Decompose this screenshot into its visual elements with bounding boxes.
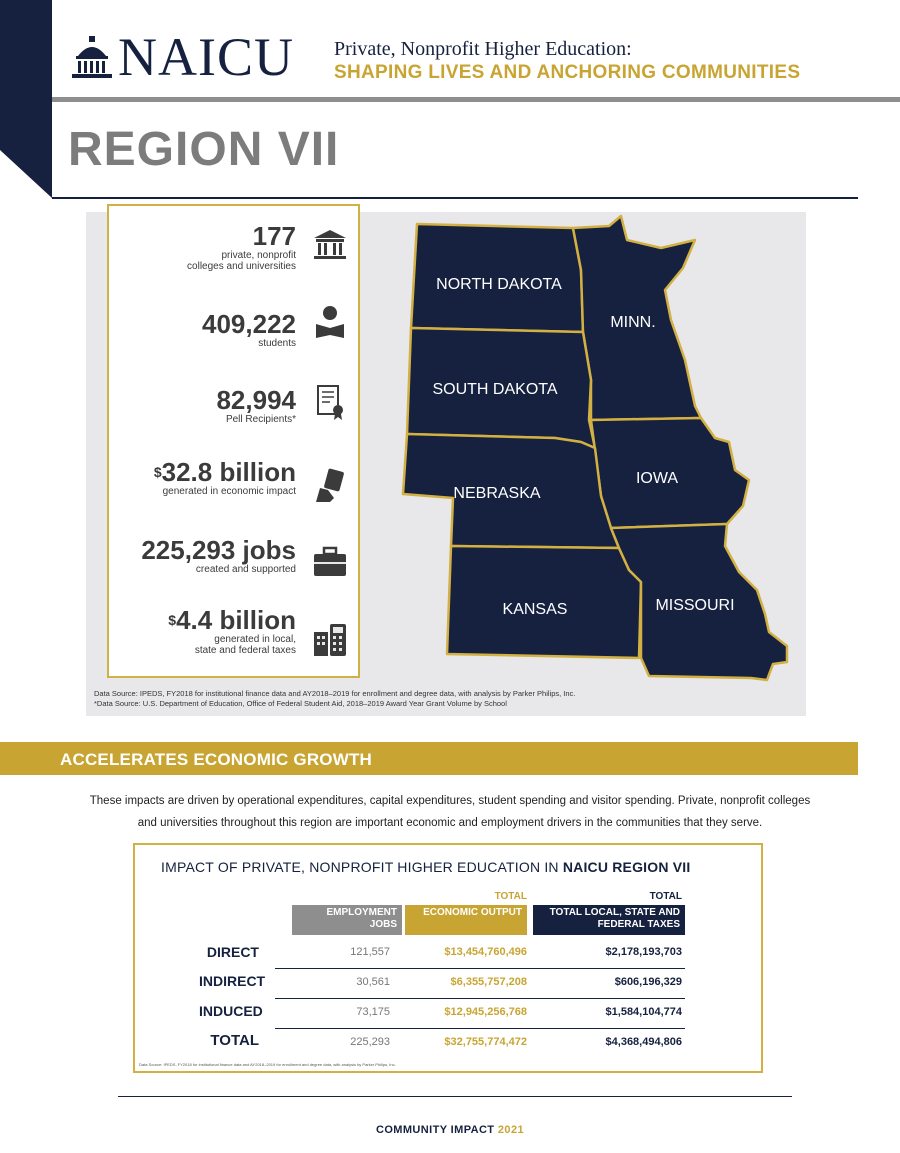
footer-divider bbox=[118, 1096, 792, 1097]
stat-jobs bbox=[96, 536, 296, 575]
stat-label: colleges and universities bbox=[187, 261, 296, 272]
section-title: ACCELERATES ECONOMIC GROWTH bbox=[60, 750, 373, 769]
stat-economic-impact bbox=[96, 458, 296, 497]
stat-value: 177 bbox=[252, 221, 296, 251]
title-divider bbox=[52, 197, 858, 199]
stat-taxes bbox=[96, 606, 296, 656]
row-divider bbox=[275, 968, 685, 969]
cell-jobs: 30,561 bbox=[356, 976, 390, 988]
stat-value: 82,994 bbox=[216, 385, 296, 415]
cell-output: $13,454,760,496 bbox=[444, 946, 527, 958]
page-title: REGION VII bbox=[68, 123, 340, 176]
impact-table bbox=[133, 843, 763, 1073]
cell-output: $32,755,774,472 bbox=[444, 1036, 527, 1048]
col-taxes-top: TOTAL bbox=[649, 891, 682, 902]
table-title-prefix: IMPACT OF PRIVATE, NONPROFIT HIGHER EDUCATION IN bbox=[161, 859, 563, 875]
stat-value bbox=[96, 458, 296, 486]
cell-jobs: 225,293 bbox=[350, 1036, 390, 1048]
header-divider bbox=[52, 97, 900, 102]
tagline-line2: SHAPING LIVES AND ANCHORING COMMUNITIES bbox=[334, 62, 801, 83]
stat-value-number: 4.4 billion bbox=[176, 605, 296, 635]
cell-output: $12,945,256,768 bbox=[444, 1006, 527, 1018]
stat-value: 409,222 bbox=[202, 309, 296, 339]
label-nebraska: NEBRASKA bbox=[453, 485, 541, 502]
dollar-sign: $ bbox=[168, 612, 177, 628]
money-hand-icon bbox=[312, 468, 348, 504]
cell-taxes: $2,178,193,703 bbox=[605, 946, 682, 958]
table-title bbox=[161, 859, 690, 875]
row-label: INDUCED bbox=[199, 1003, 263, 1019]
stat-label: created and supported bbox=[195, 564, 296, 575]
naicu-logo bbox=[70, 27, 294, 87]
section-banner bbox=[0, 742, 858, 775]
stat-label: generated in economic impact bbox=[162, 486, 296, 497]
header-corner-cut bbox=[0, 0, 60, 200]
stat-value-number: 32.8 billion bbox=[161, 457, 296, 487]
stat-value: 225,293 jobs bbox=[141, 535, 296, 565]
stat-pell bbox=[96, 386, 296, 425]
tax-calculator-icon bbox=[312, 622, 348, 658]
intro-paragraph: These impacts are driven by operational expenditures, capital expenditures, student spending and visitor spending. Private, nonprofit colleges and universities throughout this region are important economic and employment drivers in the communities that they serve. bbox=[89, 795, 811, 829]
col-output-top: TOTAL bbox=[494, 891, 527, 902]
cell-taxes: $606,196,329 bbox=[614, 976, 682, 988]
logo-wordmark: NAICU bbox=[118, 27, 294, 87]
col-header-taxes: TOTAL LOCAL, STATE AND FEDERAL TAXES bbox=[533, 905, 685, 935]
stat-label: Pell Recipients* bbox=[225, 414, 296, 425]
row-divider bbox=[275, 1028, 685, 1029]
region-map bbox=[395, 210, 795, 690]
capitol-dome-icon bbox=[70, 34, 114, 80]
label-kansas: KANSAS bbox=[502, 601, 568, 618]
row-label: INDIRECT bbox=[199, 973, 266, 989]
cell-taxes: $4,368,494,806 bbox=[605, 1036, 682, 1048]
footer-year: 2021 bbox=[497, 1124, 524, 1136]
col-header-jobs: EMPLOYMENT JOBS bbox=[292, 905, 402, 935]
table-title-region: NAICU REGION VII bbox=[562, 859, 691, 875]
university-building-icon bbox=[312, 226, 348, 262]
stat-label: generated in local, bbox=[214, 634, 296, 645]
cell-jobs: 73,175 bbox=[356, 1006, 390, 1018]
stats-box bbox=[107, 204, 360, 678]
data-source-note: Data Source: IPEDS, FY2018 for institutional finance data and AY2018–2019 for enrollment and degree data, with analysis by Parker Philips, Inc. bbox=[94, 689, 576, 698]
student-reading-icon bbox=[312, 304, 348, 340]
stat-label: private, nonprofit bbox=[221, 250, 296, 261]
label-missouri: MISSOURI bbox=[655, 597, 735, 614]
label-minnesota: MINN. bbox=[610, 314, 656, 331]
footer-label: COMMUNITY IMPACT bbox=[376, 1124, 495, 1136]
row-divider bbox=[275, 998, 685, 999]
briefcase-icon bbox=[312, 544, 348, 580]
cell-jobs: 121,557 bbox=[350, 946, 390, 958]
certificate-icon bbox=[312, 384, 348, 420]
stat-colleges bbox=[96, 222, 296, 272]
tagline-line1: Private, Nonprofit Higher Education: bbox=[334, 38, 632, 60]
dollar-sign: $ bbox=[153, 464, 162, 480]
pell-source-note: *Data Source: U.S. Department of Education, Office of Federal Student Aid, 2018–2019 Award Year Grant Volume by School bbox=[94, 699, 507, 708]
label-iowa: IOWA bbox=[635, 470, 679, 487]
cell-taxes: $1,584,104,774 bbox=[605, 1006, 682, 1018]
col-header-output: ECONOMIC OUTPUT bbox=[405, 905, 527, 935]
stat-label: students bbox=[258, 338, 296, 349]
label-south-dakota: SOUTH DAKOTA bbox=[432, 381, 558, 398]
table-source-note: Data Source: IPEDS, FY2018 for institutional finance data and AY2018–2019 for enrollment and degree data, with analysis by Parker Philips, Inc. bbox=[139, 1062, 396, 1067]
row-label-total: TOTAL bbox=[210, 1032, 259, 1049]
stat-value bbox=[96, 606, 296, 634]
label-north-dakota: NORTH DAKOTA bbox=[436, 276, 562, 293]
row-label: DIRECT bbox=[206, 944, 259, 960]
stat-students bbox=[96, 310, 296, 349]
cell-output: $6,355,757,208 bbox=[450, 976, 527, 988]
stat-label: state and federal taxes bbox=[194, 645, 296, 656]
footer bbox=[0, 1124, 900, 1136]
